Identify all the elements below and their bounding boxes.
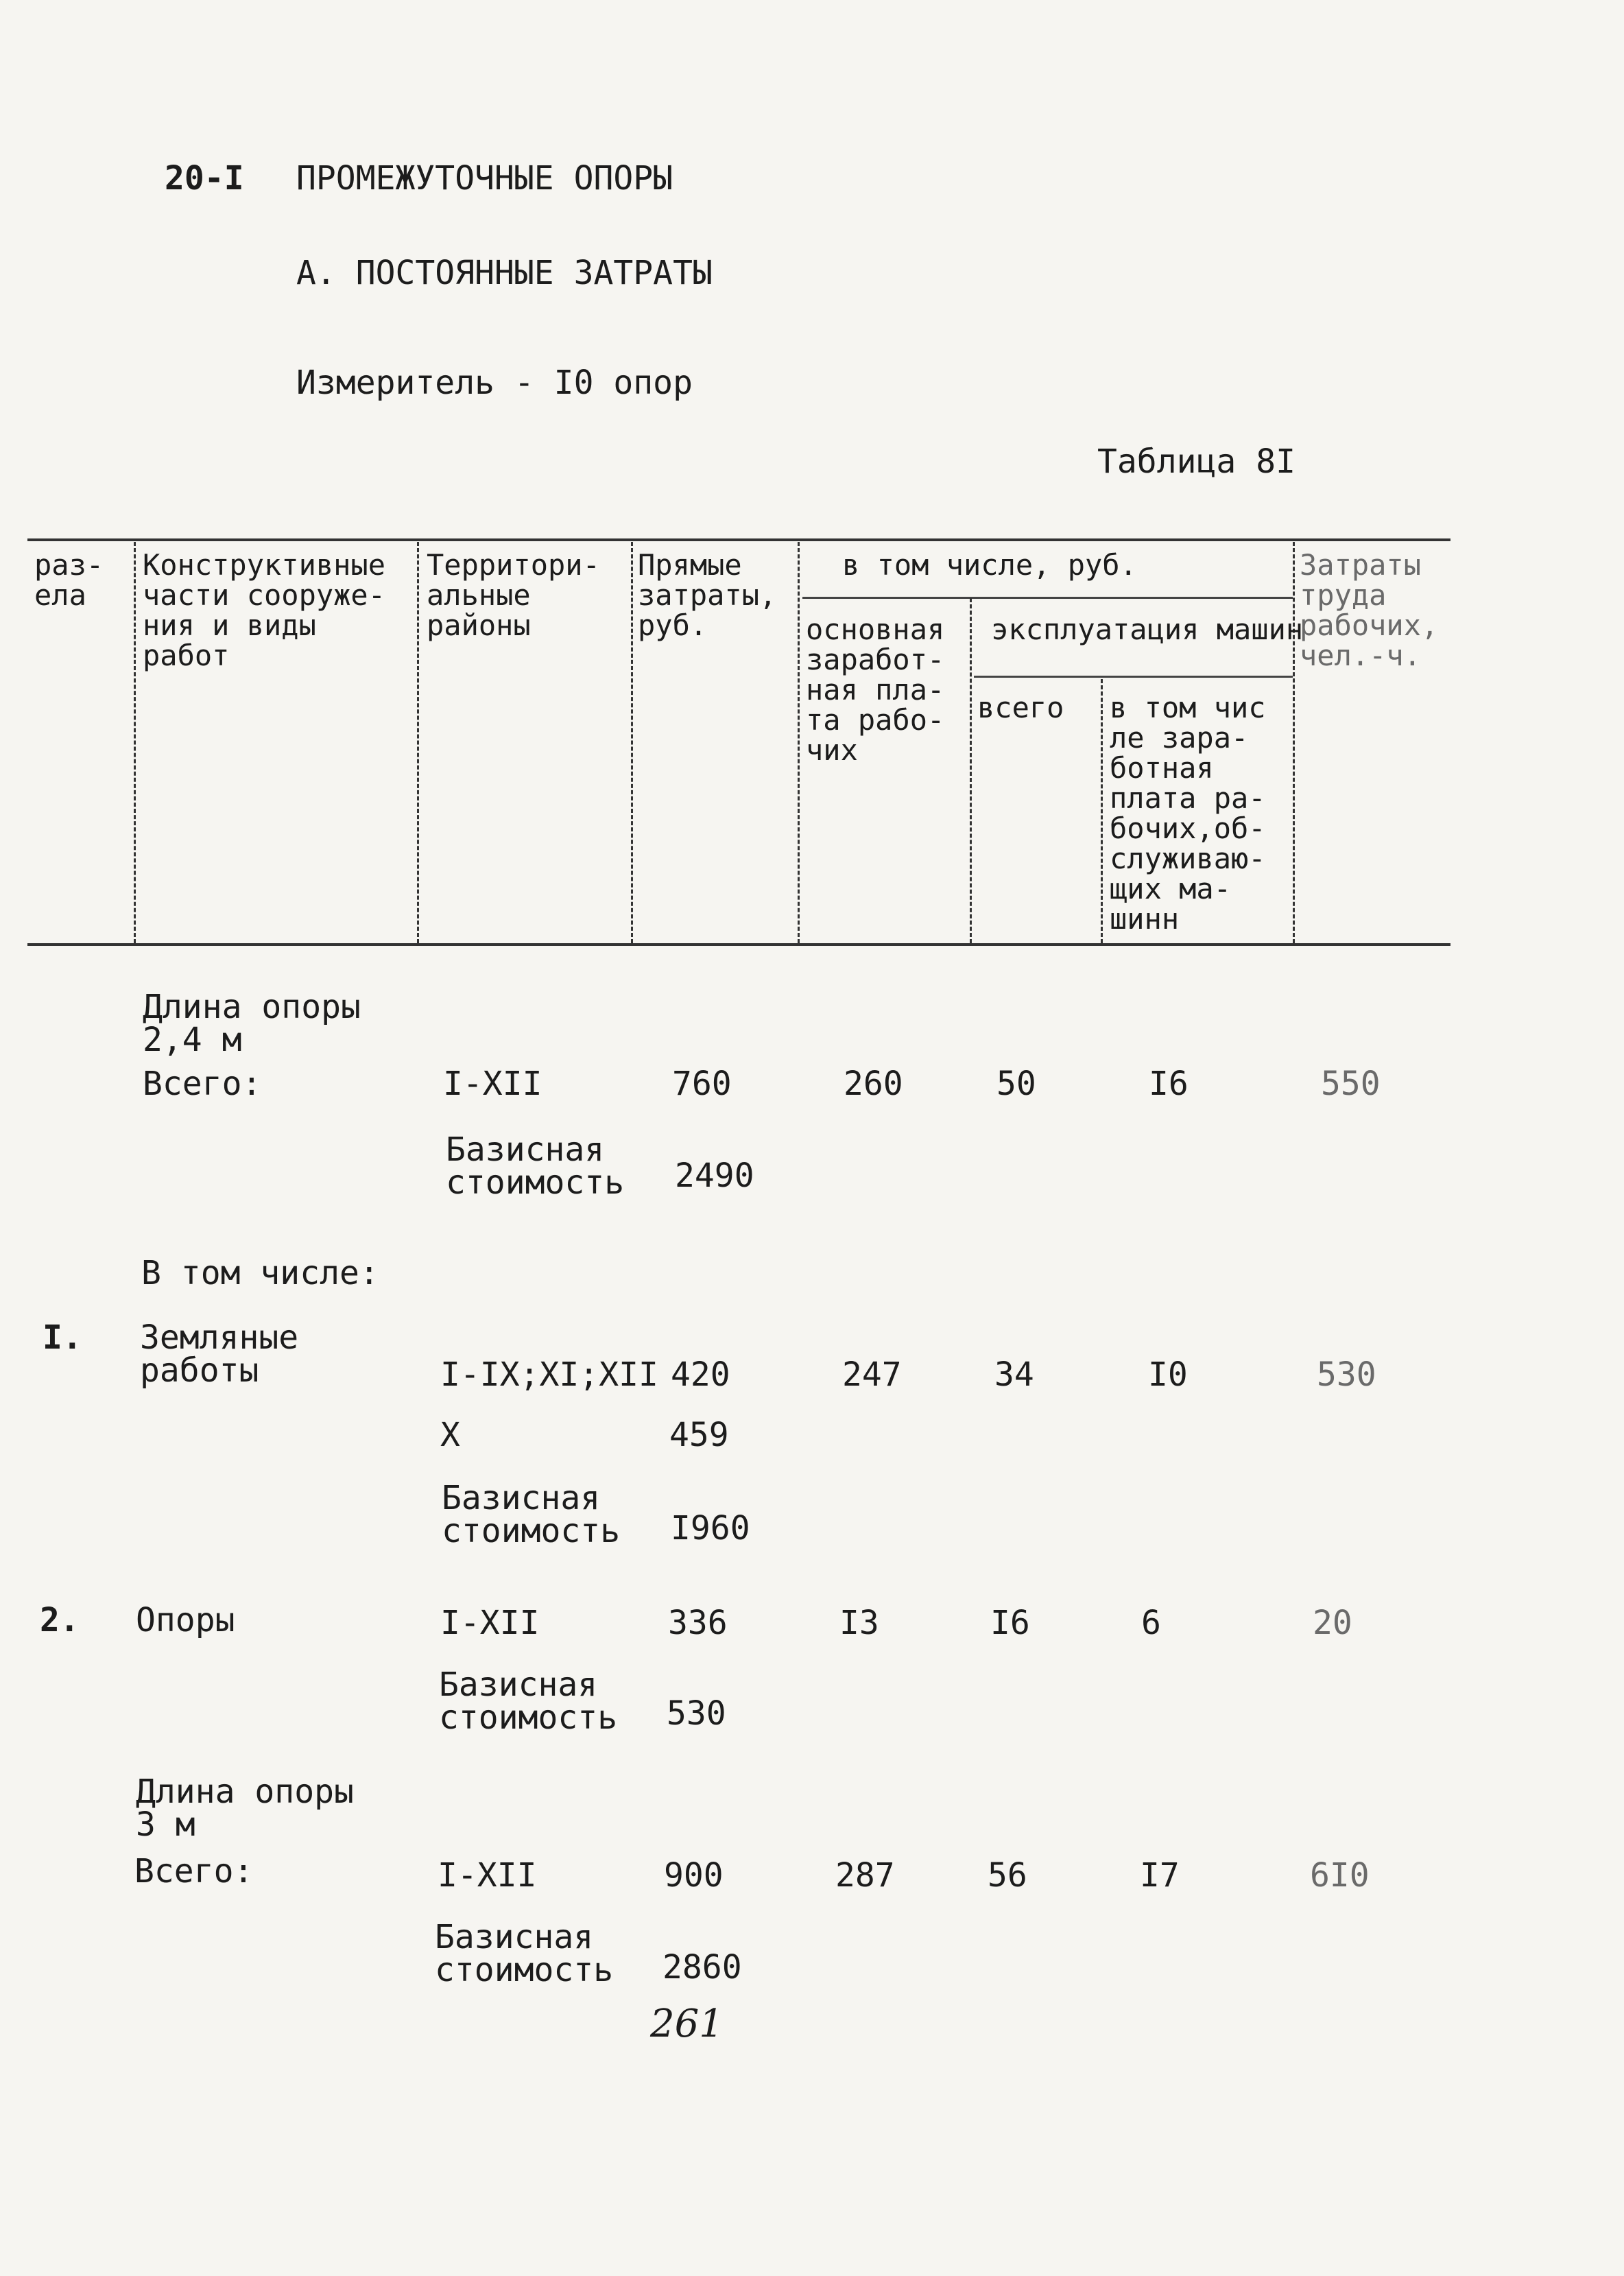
col-divider — [417, 542, 419, 943]
col-divider — [631, 542, 633, 943]
col-divider — [970, 598, 972, 943]
cell-direct: 760 — [672, 1065, 732, 1103]
cell-direct: 459 — [669, 1416, 729, 1454]
cell-region: I-XII — [440, 1604, 540, 1642]
header-col-wages: основная заработ- ная пла- та рабо- чих — [806, 613, 945, 767]
subsection-title: А. ПОСТОЯННЫЕ ЗАТРАТЫ — [296, 254, 713, 292]
section-code: 20-I — [165, 159, 244, 198]
cell-wages: 287 — [835, 1856, 895, 1895]
base-cost-value: 2490 — [675, 1157, 754, 1195]
cell-labor: 6I0 — [1310, 1856, 1370, 1895]
cell-region: I-XII — [443, 1065, 542, 1103]
item-number: 2. — [40, 1601, 80, 1639]
group-label-2-4m: Длина опоры 2,4 м — [143, 988, 361, 1059]
base-cost-value: I960 — [671, 1509, 750, 1548]
cell-wages: I3 — [839, 1604, 879, 1642]
header-col-mach-wages: в том чис ле зара- ботная плата ра- бочих,об- служиваю- щих ма- шинн — [1110, 691, 1266, 936]
cell-mach-wages: I6 — [1149, 1065, 1189, 1103]
col-divider — [1293, 542, 1295, 943]
cell-wages: 247 — [842, 1355, 902, 1394]
cell-labor: 550 — [1321, 1065, 1381, 1103]
cell-mach-wages: I0 — [1148, 1355, 1188, 1394]
cell-direct: 900 — [664, 1856, 724, 1895]
base-cost-label: Базисная стоимость — [442, 1479, 621, 1550]
cell-region: I-XII — [438, 1856, 537, 1895]
header-col-mach-total: всего — [977, 691, 1064, 724]
base-cost-value: 530 — [667, 1694, 726, 1733]
table-label: Таблица 8I — [1097, 442, 1295, 481]
group-rule — [802, 597, 1293, 599]
header-machines-group: эксплуатация машин — [991, 613, 1304, 646]
section-title: ПРОМЕЖУТОЧНЫЕ ОПОРЫ — [296, 159, 673, 198]
header-group-incl: в том числе, руб. — [842, 548, 1137, 582]
base-cost-label: Базисная стоимость — [435, 1918, 614, 1989]
group-label-3m: Длина опоры 3 м — [136, 1773, 354, 1844]
header-col-number: раз- ела — [34, 548, 104, 612]
col-divider — [1101, 679, 1103, 943]
item-label-earthworks: Земляные работы — [140, 1318, 299, 1390]
base-cost-label: Базисная стоимость — [446, 1130, 625, 1202]
measure-unit: Измеритель - I0 опор — [296, 364, 693, 402]
base-cost-value: 2860 — [662, 1948, 742, 1987]
header-col-direct: Прямые затраты, руб. — [638, 548, 777, 642]
base-cost-label: Базисная стоимость — [439, 1665, 618, 1737]
col-divider — [798, 542, 800, 943]
header-col-labor: Затраты труда рабочих, чел.-ч. — [1300, 548, 1439, 672]
header-top-rule — [27, 538, 1450, 541]
cell-wages: 260 — [844, 1065, 903, 1103]
header-col-regions: Территори- альные районы — [427, 548, 600, 642]
col-divider — [134, 542, 136, 943]
cell-region: I-IX;XI;XII — [440, 1355, 658, 1394]
cell-mach-wages: 6 — [1141, 1604, 1161, 1642]
cell-direct: 420 — [671, 1355, 730, 1394]
cell-mach-total: 50 — [996, 1065, 1036, 1103]
header-col-parts: Конструктивные части сооруже- ния и виды работ — [143, 548, 386, 672]
page-number: 261 — [650, 2002, 724, 2046]
total-label: Всего: — [143, 1065, 262, 1103]
item-label-supports: Опоры — [136, 1601, 235, 1639]
cell-labor: 530 — [1317, 1355, 1376, 1394]
including-label: В том числе: — [141, 1254, 379, 1292]
cell-region: X — [440, 1416, 460, 1454]
cell-mach-total: 56 — [988, 1856, 1027, 1895]
cell-mach-total: 34 — [994, 1355, 1034, 1394]
machines-rule — [974, 676, 1293, 678]
cell-mach-wages: I7 — [1140, 1856, 1180, 1895]
cell-direct: 336 — [668, 1604, 728, 1642]
item-number: I. — [43, 1318, 82, 1357]
total-label: Всего: — [134, 1852, 254, 1890]
cell-mach-total: I6 — [990, 1604, 1030, 1642]
header-bottom-rule — [27, 943, 1450, 946]
cell-labor: 20 — [1313, 1604, 1352, 1642]
